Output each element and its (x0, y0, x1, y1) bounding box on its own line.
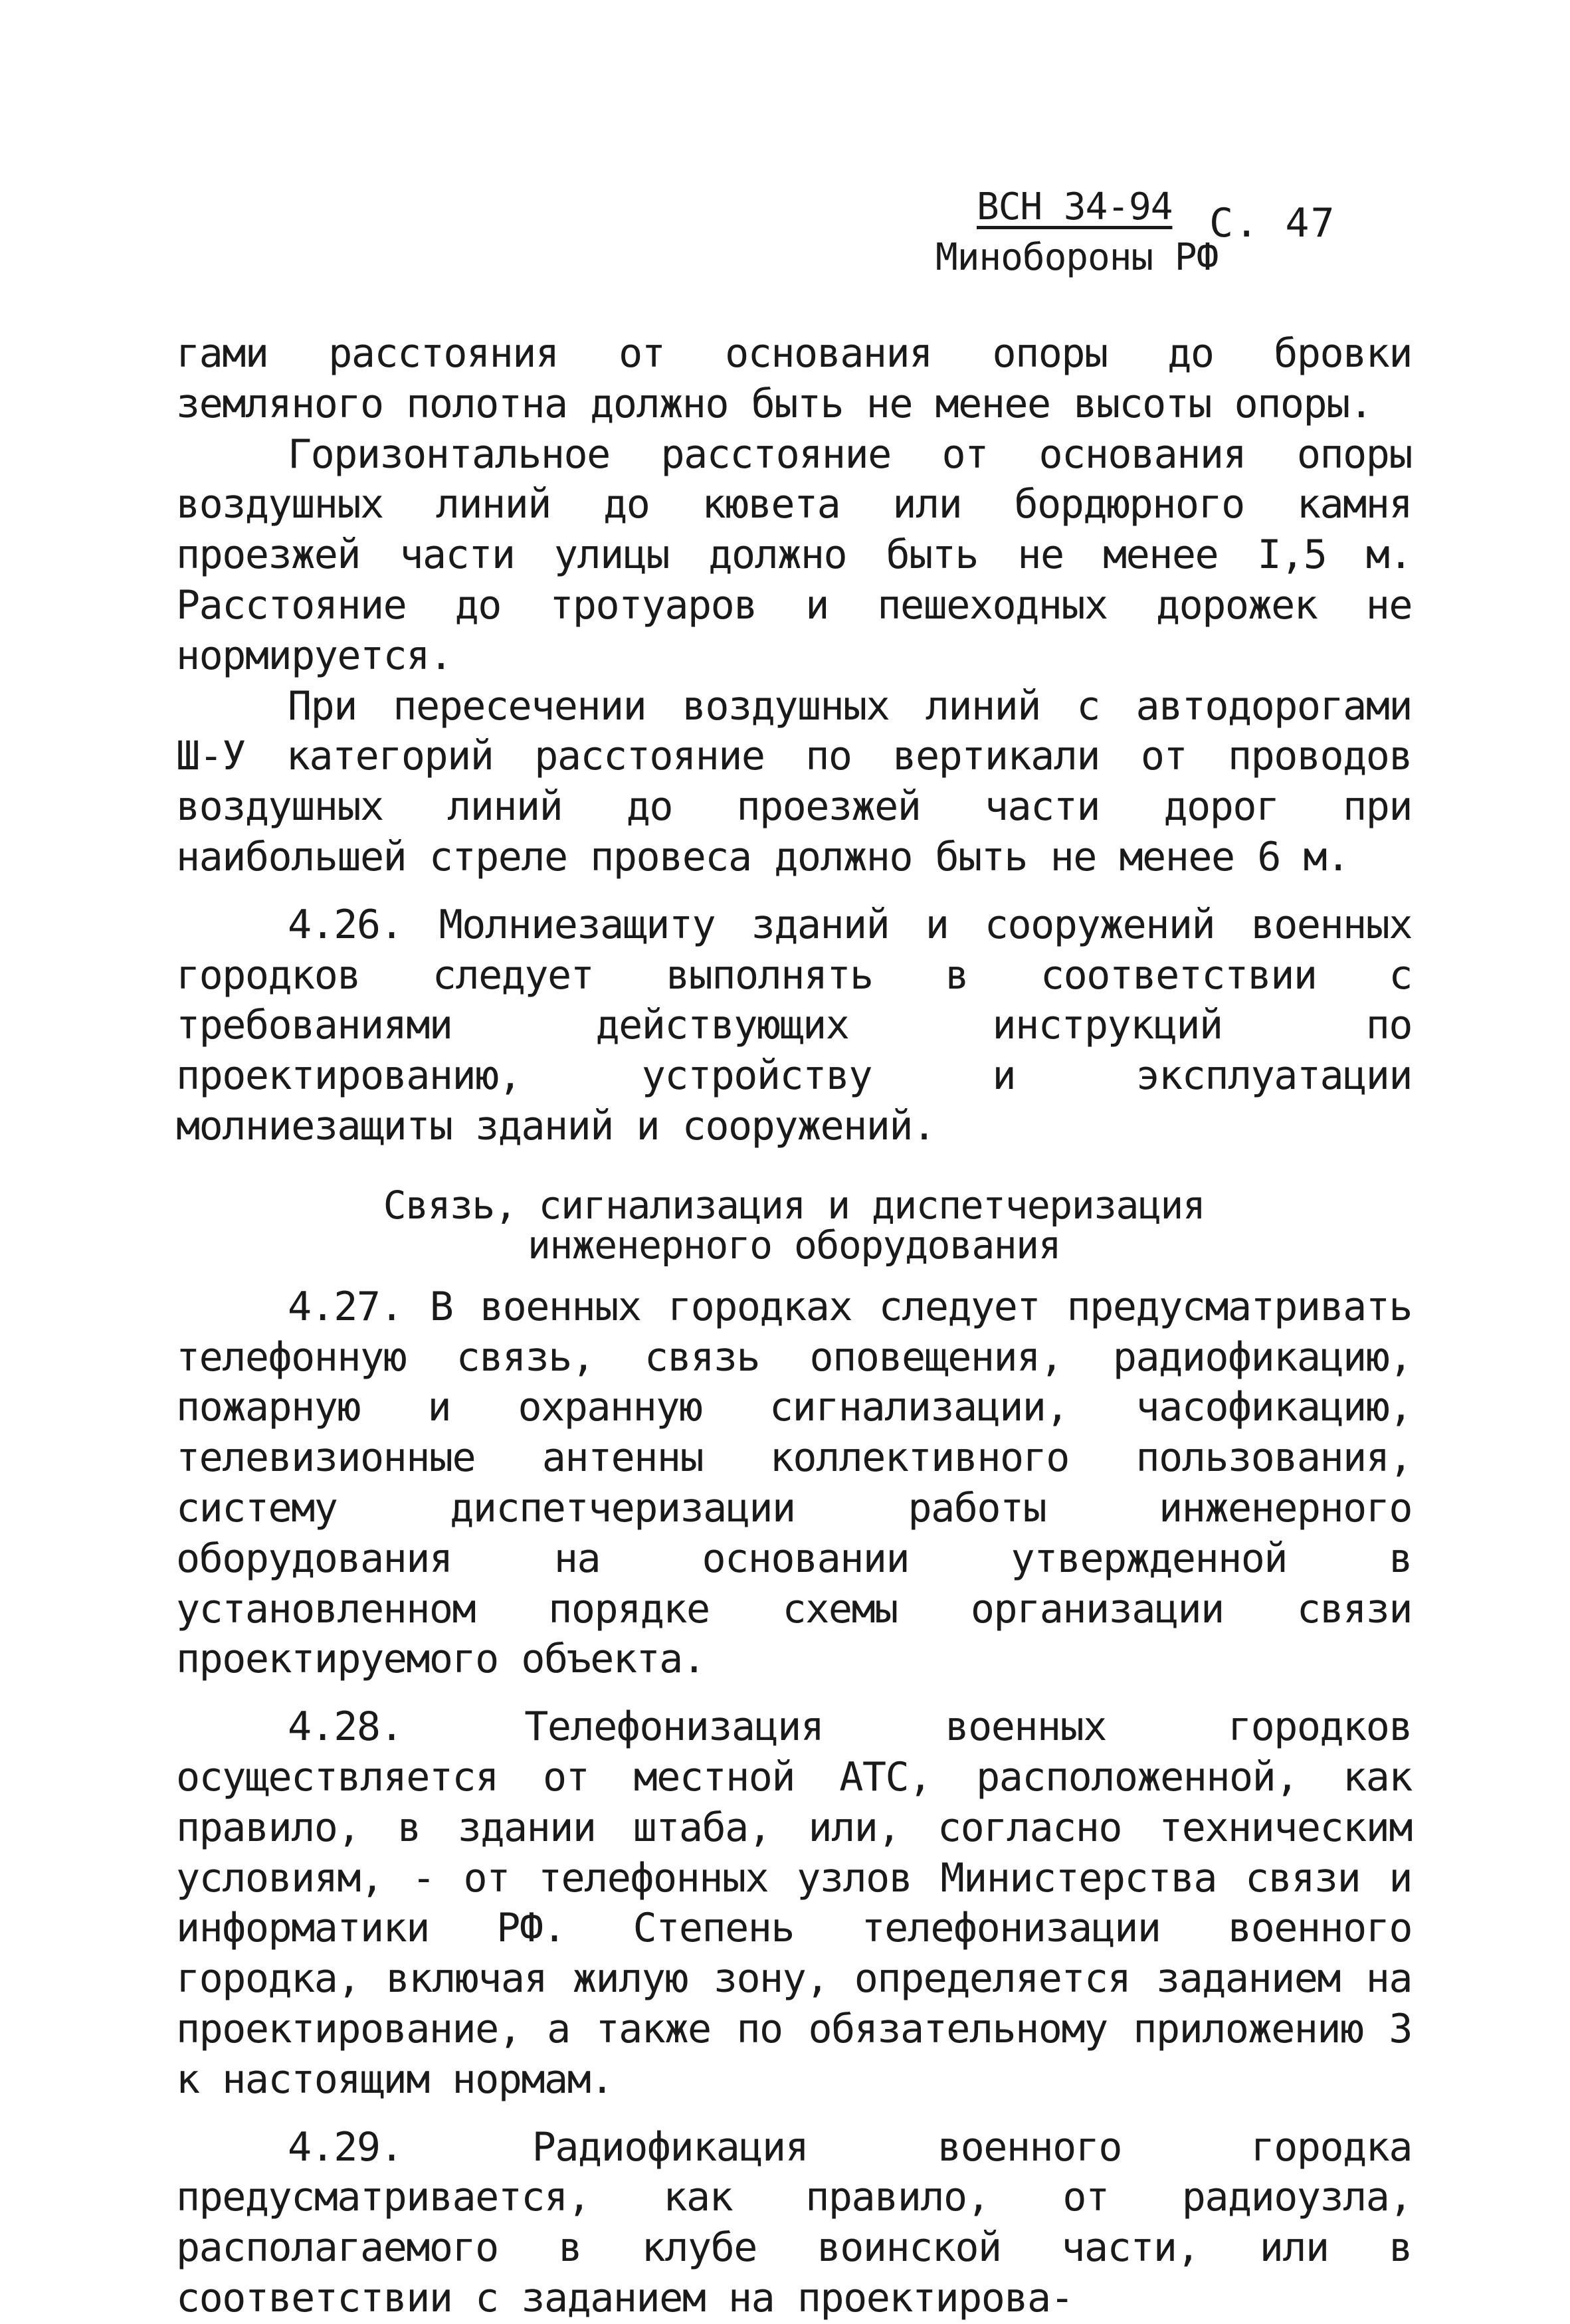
section-heading-line-1: Связь, сигнализация и диспетчеризация (383, 1182, 1205, 1228)
page-number: С. 47 (1209, 200, 1336, 246)
document-body (176, 329, 1412, 2324)
document-code: ВСН 34-94 (977, 185, 1173, 229)
paragraph-continuation: гами расстояния от основания опоры до бровки земляного полотна должно быть не менее высоты опоры. (176, 330, 1412, 427)
clause-4-29: 4.29. Радиофикация военного городка предусматривается, как правило, от радиоузла, располагаемого в клубе воинской части, или в соответствии с заданием на проектирова- (176, 2123, 1412, 2321)
section-heading-line-2: инженерного оборудования (527, 1222, 1061, 1268)
paragraph-road-crossing: При пересечении воздушных линий с автодорогами Ш-У категорий расстояние по вертикали от проводов воздушных линий до проезжей части дорог при наибольшей стреле провеса должно быть не менее 6 м. (176, 682, 1412, 880)
clause-4-27: 4.27. В военных городках следует предусматривать телефонную связь, связь оповещения, радиофикацию, пожарную и охранную сигнализации, часофикацию, телевизионные антенны коллективного пользования, систему диспетчеризации работы инженерного оборудования на основании утвержденной в установленном порядке схемы организации связи проектируемого объекта. (176, 1283, 1412, 1683)
page-header (930, 186, 1395, 279)
clause-4-28: 4.28. Телефонизация военных городков осуществляется от местной АТС, расположенной, как правило, в здании штаба, или, согласно техническим условиям, - от телефонных узлов Министерства связи и информатики РФ. Степень телефонизации военного городка, включая жилую зону, определяется заданием на проектирование, а также по обязательному приложению 3 к настоящим нормам. (176, 1703, 1412, 2103)
ministry-label: Минобороны РФ (935, 236, 1219, 279)
clause-4-26: 4.26. Молниезащиту зданий и сооружений военных городков следует выполнять в соответствии с требованиями действующих инструкций по проектированию, устройству и эксплуатации молниезащиты зданий и сооружений. (176, 901, 1412, 1149)
paragraph-horizontal-distance: Горизонтальное расстояние от основания опоры воздушных линий до кювета или бордюрного камня проезжей части улицы должно быть не менее I,5 м. Расстояние до тротуаров и пешеходных дорожек не нормируется. (176, 431, 1412, 679)
